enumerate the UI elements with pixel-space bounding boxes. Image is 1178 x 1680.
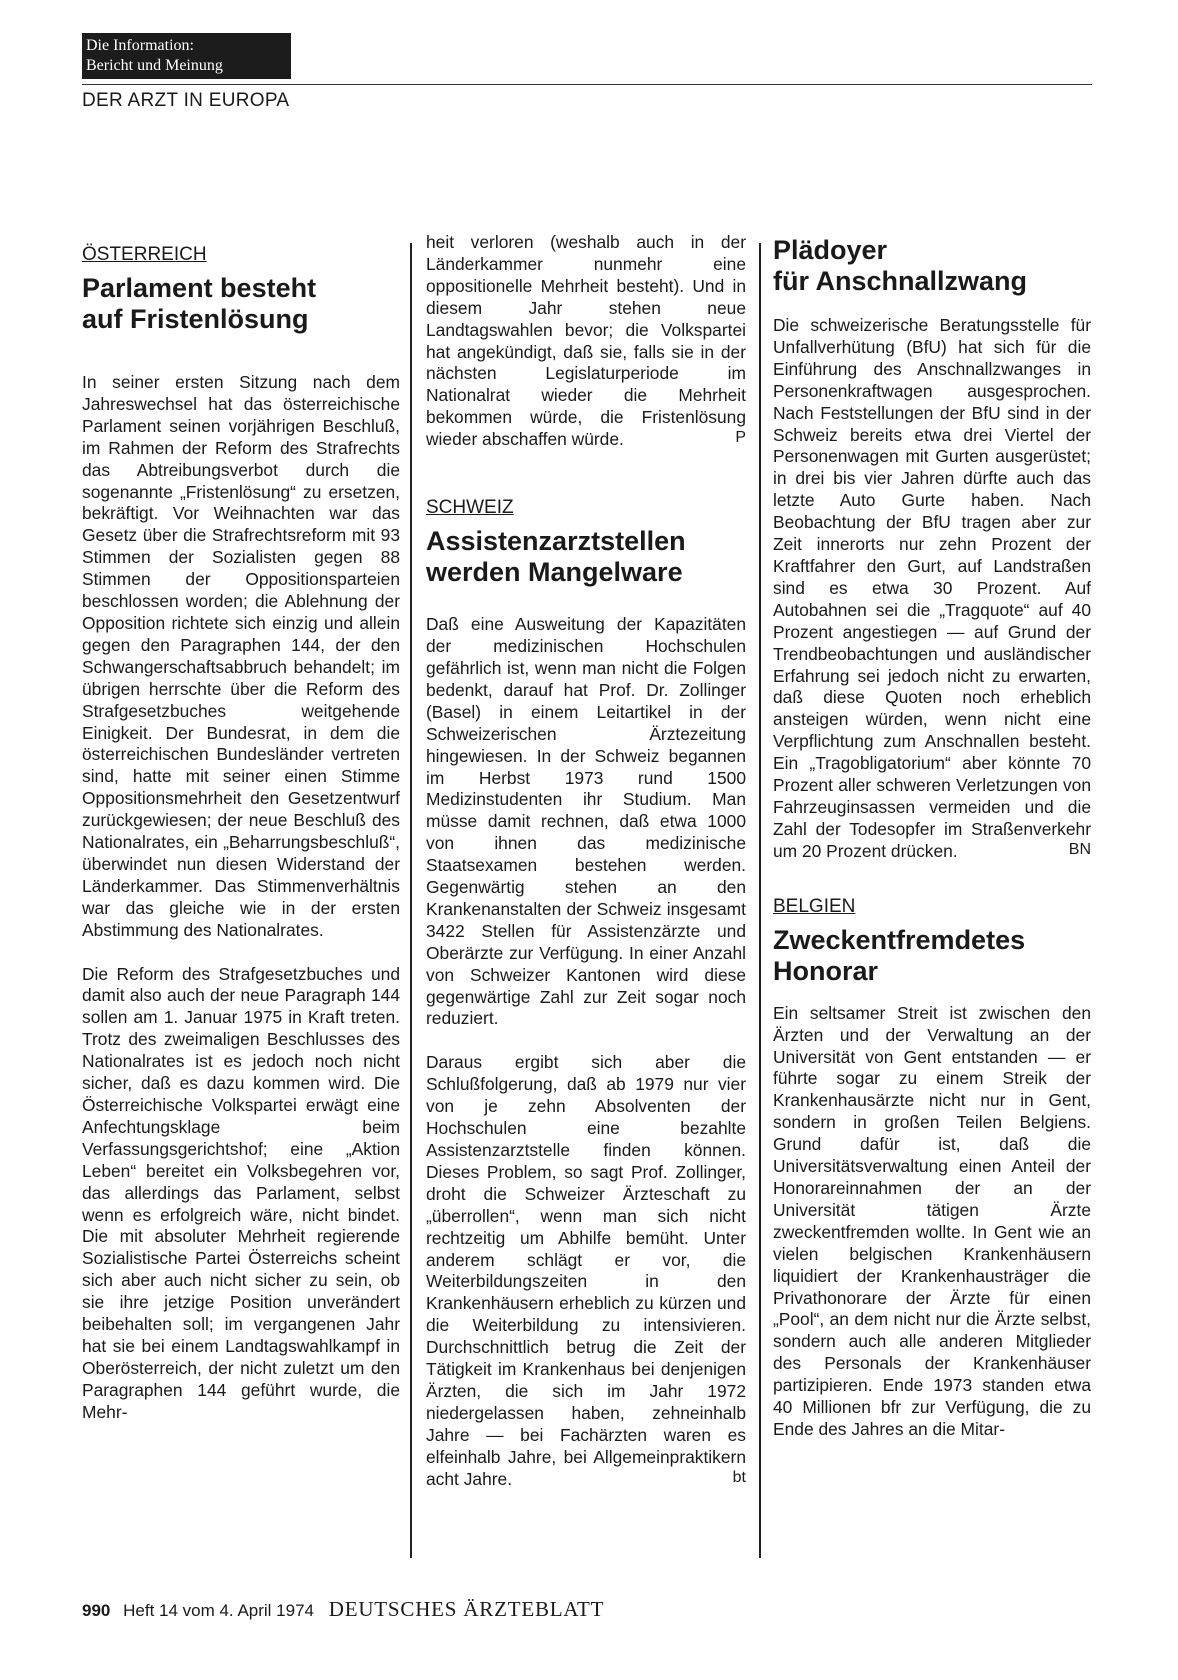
article-body-austria-continued [426, 232, 746, 450]
article-kicker-switzerland: SCHWEIZ [426, 497, 514, 519]
article-body-austria [82, 372, 400, 1424]
headline-line: für Anschnallzwang [773, 266, 1028, 296]
column-divider-2 [759, 243, 761, 1558]
headline-line: Assistenzarztstellen [426, 526, 686, 557]
rubric-box [82, 33, 291, 79]
headline-line: Plädoyer [773, 235, 888, 265]
column-1 [82, 243, 400, 1424]
page-number: 990 [82, 1601, 111, 1620]
article-belgium [773, 895, 1091, 1441]
article-headline-belgium [773, 925, 1091, 987]
headline-line: auf Fristenlösung [82, 304, 309, 334]
rubric-line-1: Die Information: [86, 37, 194, 54]
paragraph: Die schweizerische Beratungsstelle für Unfallverhütung (BfU) hat sich für die Einführung des Anschnallzwanges in Personenkraftwagen ausgesprochen. Nach Feststellungen der BfU sind in der Schweiz bereits etwa drei Viertel der Personenwagen mit Gurten ausgerüstet; in drei bis vier Jahren dürfte auch das letzte Auto Gurte haben. Nach Beobachtung der BfU tragen aber zur Zeit innerorts nur zehn Prozent der Kraftfahrer den Gurt, auf Landstraßen sind es etwa 30 Prozent. Auf Autobahnen sei die „Tragquote“ auf 40 Prozent angestiegen — auf Grund der Trendbeobachtungen und ausländischer Erfahrung sei jedoch nicht zu erwarten, daß diese Quoten noch erheblich ansteigen würden, wenn nicht eine Verpflichtung zum Anschnallen besteht. Ein „Tragobligatorium“ aber könnte 70 Prozent aller schweren Verletzungen von Fahrzeuginsassen vermeiden und die Zahl der Todesopfer im Straßenverkehr um 20 Prozent drücken. [773, 315, 1091, 861]
headline-line: werden Mangelware [426, 557, 683, 588]
paragraph: Daraus ergibt sich aber die Schlußfolgerung, daß ab 1979 nur vier von je zehn Absolventen der Hochschulen eine bezahlte Assistenzarztstelle finden können. Dieses Problem, so sagt Prof. Zollinger, droht die Schweizer Ärzteschaft zu „überrollen“, wenn man sich nicht rechtzeitig um Abhilfe bemüht. Unter anderem schlägt er vor, die Weiterbildungszeiten in den Krankenhäusern erheblich zu kürzen und die Weiterbildung zu intensivieren. Durchschnittlich betrug die Zeit der Tätigkeit im Krankenhaus bei denjenigen Ärzten, die sich im Jahr 1972 niedergelassen haben, zehneinhalb Jahre — bei Fachärzten waren es elfeinhalb Jahre, bei Allgemeinpraktikern acht Jahre. [426, 1052, 746, 1489]
section-title: DER ARZT IN EUROPA [82, 90, 290, 111]
headline-line: Zweckentfremdetes [773, 924, 1026, 955]
publication-name: DEUTSCHES ÄRZTEBLATT [328, 1597, 605, 1621]
article-kicker-belgium: BELGIEN [773, 895, 856, 917]
paragraph: Ein seltsamer Streit ist zwischen den Ärzten und der Verwaltung an der Universität von Gent entstanden — er führte sogar zu einem Streik der Krankenhausärzte nicht nur in Gent, sondern in großen Teilen Belgiens. Grund dafür ist, daß die Universitätsverwaltung einen Anteil der Honorareinnahmen der an der Universität tätigen Ärzte zweckentfremden wollte. In Gent wie an vielen belgischen Krankenhäusern liquidiert der Krankenhausträger die Privathonorare der Ärzte für einen „Pool“, an dem nicht nur die Ärzte selbst, sondern auch alle anderen Mitglieder des Personals der Krankenhäuser partizipieren. Ende 1973 standen etwa 40 Millionen bfr zur Verfügung, die zu Ende des Jahres an die Mitar- [773, 1002, 1091, 1439]
author-initial: BN [1068, 840, 1091, 858]
header-rule [82, 84, 1092, 85]
article-body-seatbelt [773, 315, 1091, 859]
column-2 [426, 232, 746, 1489]
paragraph: Daß eine Ausweitung der Kapazitäten der medizinischen Hochschulen gefährlich ist, wenn man nicht die Folgen bedenkt, darauf hat Prof. Dr. Zollinger (Basel) in einem Leitartikel in der Schweizerischen Ärztezeitung hingewiesen. In der Schweiz begannen im Herbst 1973 rund 1500 Medizinstudenten ihr Studium. Man müsse damit rechnen, daß etwa 1000 von ihnen das medizinische Staatsexamen bestehen werden. Gegenwärtig stehen an den Krankenanstalten der Schweiz insgesamt 3422 Stellen für Assistenzärzte und Oberärzte zur Verfügung. In einer Anzahl von Schweizer Kantonen wird diese gegenwärtige Zahl zur Zeit sogar noch reduziert. [426, 614, 746, 1029]
headline-line: Parlament besteht [82, 273, 317, 303]
paragraph: Die Reform des Strafgesetzbuches und damit also auch der neue Paragraph 144 sollen am 1. Januar 1975 in Kraft treten. Trotz des zweimaligen Beschlusses des Nationalrates ist es jedoch noch nicht sicher, daß es dazu kommen wird. Die Österreichische Volkspartei erwägt eine Anfechtungsklage beim Verfassungsgerichtshof; eine „Aktion Leben“ bereitet ein Volksbegehren vor, das allerdings das Parlament, selbst wenn es erfolgreich wäre, nicht bindet. Die mit absoluter Mehrheit regierende Sozialistische Partei Österreichs scheint sich aber auch nicht sicher zu sein, ob sie ihre jetzige Position unverändert beibehalten soll; im vergangenen Jahr hat sie bei einem Landtagswahlkampf in Oberösterreich, der nicht zuletzt um den Paragraphen 144 geführt wurde, die Mehr- [82, 963, 400, 1422]
article-headline-switzerland [426, 526, 746, 588]
author-initial: P [735, 429, 746, 447]
author-initial: bt [732, 1468, 746, 1486]
column-divider-1 [410, 243, 412, 1558]
rubric-line-2: Bericht und Meinung [86, 57, 223, 74]
article-body-belgium [773, 1003, 1091, 1441]
article-switzerland [426, 496, 746, 1489]
paragraph: In seiner ersten Sitzung nach dem Jahreswechsel hat das österreichische Parlament seinen vorjährigen Beschluß, im Rahmen der Reform des Strafrechts das Abtreibungsverbot durch die sogenannte „Fristenlösung“ zu ersetzen, bekräftigt. Vor Weihnachten war das Gesetz über die Strafrechtsreform mit 93 Stimmen der Sozialisten gegen 88 Stimmen der Oppositionsparteien beschlossen worden; die Ablehnung der Opposition richtete sich einzig und allein gegen den Paragraphen 144, der den Schwangerschaftsabbruch behandelt; im übrigen herrschte über die Reform des Strafgesetzbuches weitgehende Einigkeit. Der Bundesrat, in dem die österreichischen Bundesländer vertreten sind, hatte mit seiner einen Stimme Oppositionsmehrheit den Gesetzentwurf zurückgewiesen; der neue Beschluß des Nationalrates, ein „Beharrungsbeschluß“, überwindet nun diesen Widerstand der Länderkammer. Das Stimmenverhältnis war das gleiche wie in der ersten Abstimmung des Nationalrates. [82, 372, 400, 940]
column-3 [773, 235, 1091, 1441]
page-footer [82, 1597, 604, 1622]
article-headline-austria [82, 273, 400, 335]
article-kicker-austria: ÖSTERREICH [82, 244, 207, 265]
issue-info: Heft 14 vom 4. April 1974 [123, 1601, 314, 1620]
article-headline-seatbelt [773, 235, 1091, 297]
paragraph: heit verloren (weshalb auch in der Länderkammer nunmehr eine oppositionelle Mehrheit besteht). Und in diesem Jahr stehen neue Landtagswahlen bevor; die Volkspartei hat angekündigt, daß sie, falls sie in der nächsten Legislaturperiode im Nationalrat wieder die Mehrheit bekommen würde, die Fristenlösung wieder abschaffen würde. [426, 232, 746, 450]
headline-line: Honorar [773, 955, 879, 986]
article-body-switzerland [426, 614, 746, 1489]
